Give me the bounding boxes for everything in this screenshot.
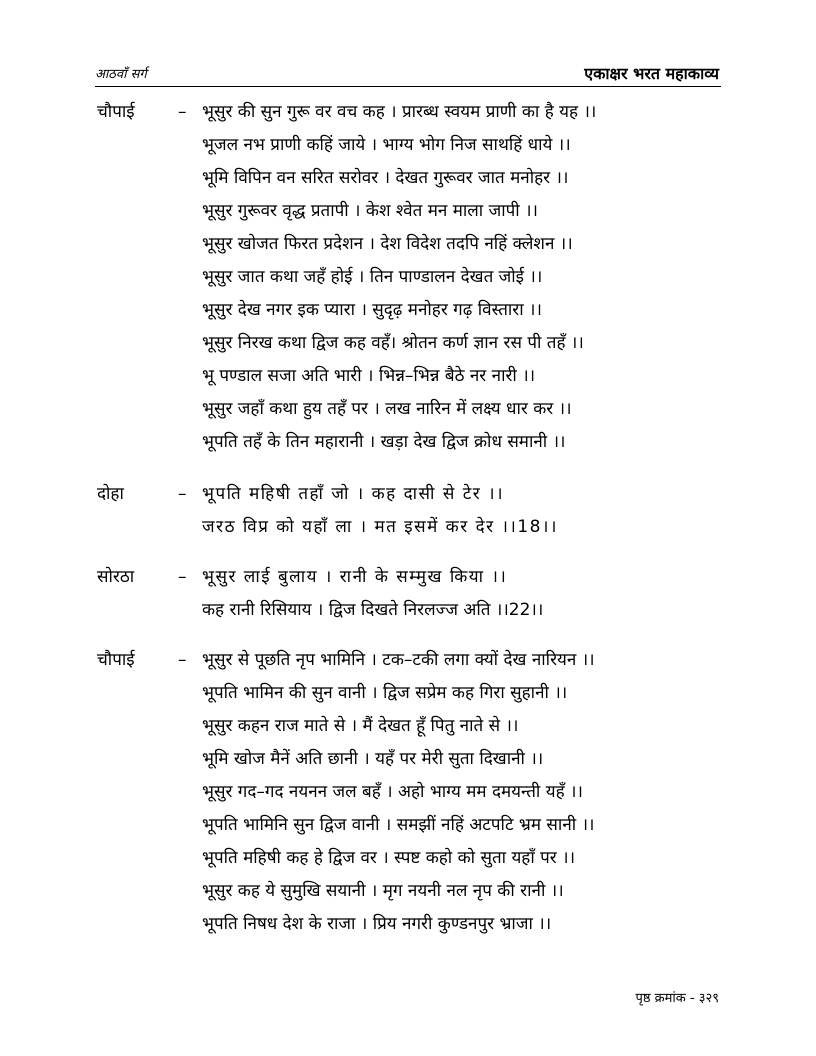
verse-line: भूसुर खोजत फिरत प्रदेशन । देश विदेश तदपि नहिं क्लेशन ।।: [202, 234, 573, 254]
verse-line: भूजल नभ प्राणी कहिं जाये । भाग्य भोग निज साथहिं धाये ।।: [202, 135, 571, 155]
header-rule: [95, 86, 721, 87]
verse-line: भूसुर से पूछति नृप भामिनि । टक–टकी लगा क्यों देख नारियन ।।: [202, 650, 595, 670]
verse-line: भूपति महिषी कह हे द्विज वर । स्पष्ट कहो को सुता यहाँ पर ।।: [202, 848, 576, 868]
verse-line: भू पण्डाल सजा अति भारी । भिन्न–भिन्न बैठे नर नारी ।।: [202, 366, 536, 386]
book-title-header: एकाक्षर भरत महाकाव्य: [584, 64, 719, 83]
chapter-header: आठवाँ सर्ग: [95, 67, 147, 82]
stanza-label: चौपाई: [97, 650, 135, 670]
stanza-label: दोहा: [97, 484, 124, 504]
verse-line: भूसुर की सुन गुरू वर वच कह । प्रारब्ध स्वयम प्राणी का है यह ।।: [202, 102, 597, 122]
stanza-label: सोरठा: [97, 567, 135, 587]
verse-line: भूसुर कह ये सुमुखि सयानी । मृग नयनी नल नृप की रानी ।।: [202, 881, 564, 901]
verse-line: भूसुर देख नगर इक प्यारा । सुदृढ़ मनोहर गढ़ विस्तारा ।।: [202, 300, 542, 320]
stanza-dash: –: [178, 567, 187, 587]
verse-line: भूमि विपिन वन सरित सरोवर । देखत गुरूवर जात मनोहर ।।: [202, 168, 569, 188]
verse-line: कह रानी रिसियाय । द्विज दिखते निरलज्ज अति ।।22।।: [202, 600, 544, 620]
verse-line: भूसुर निरख कथा द्विज कह वहँ। श्रोतन कर्ण ज्ञान रस पी तहँ ।।: [202, 333, 584, 353]
stanza-dash: –: [178, 484, 187, 504]
stanza-dash: –: [178, 102, 187, 122]
verse-line: भूसुर लाई बुलाय । रानी के सम्मुख किया ।।: [202, 567, 508, 587]
verse-line: भूपति भामिन की सुन वानी । द्विज सप्रेम कह गिरा सुहानी ।।: [202, 683, 568, 703]
verse-line: भूसुर कहन राज माते से । मैं देखत हूँ पितु नाते से ।।: [202, 716, 519, 736]
verse-line: भूपति महिषी तहाँ जो । कह दासी से टेर ।।: [202, 484, 505, 504]
verse-line: भूसुर जहाँ कथा हुय तहँ पर । लख नारिन में लक्ष्य धार कर ।।: [202, 399, 572, 419]
stanza-dash: –: [178, 650, 187, 670]
page-number: पृष्ठ क्रमांक - ३२९: [635, 991, 719, 1006]
verse-line: भूमि खोज मैनें अति छानी । यहँ पर मेरी सुता दिखानी ।।: [202, 749, 544, 769]
stanza-label: चौपाई: [97, 102, 135, 122]
verse-line: भूसुर गुरूवर वृद्ध प्रतापी । केश श्वेत मन माला जापी ।।: [202, 201, 538, 221]
verse-line: भूपति निषध देश के राजा । प्रिय नगरी कुण्डनपुर भ्राजा ।।: [202, 914, 552, 934]
verse-line: भूसुर जात कथा जहँ होई । तिन पाण्डालन देखत जोई ।।: [202, 267, 543, 287]
verse-line: भूसुर गद–गद नयनन जल बहँ । अहो भाग्य मम दमयन्ती यहँ ।।: [202, 782, 583, 802]
verse-line: जरठ विप्र को यहाँ ला । मत इसमें कर देर ।।18।।: [202, 517, 558, 537]
verse-line: भूपति भामिनि सुन द्विज वानी । समझीं नहिं अटपटि भ्रम सानी ।।: [202, 815, 595, 835]
verse-line: भूपति तहँ के तिन महारानी । खड़ा देख द्विज क्रोध समानी ।।: [202, 432, 566, 452]
